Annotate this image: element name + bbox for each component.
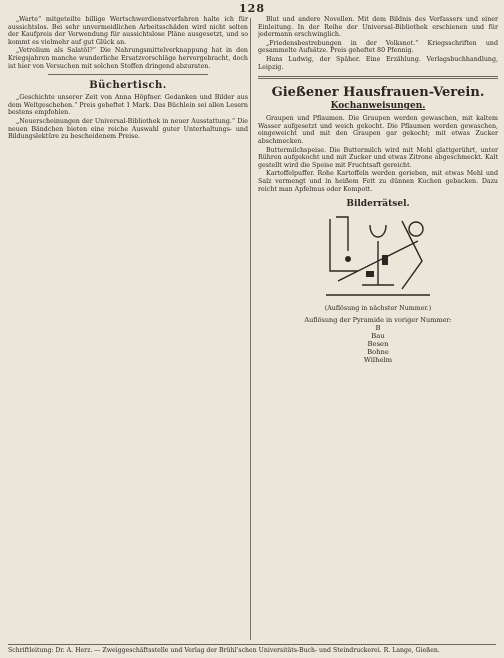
article-paragraph: „Warte“ mitgeteilte billige Wertschwerdienstverfahren halte ich für aussichtslos. Bei sehr unvermeidlichen Arbeitsschäden wird nicht selten der Kaufpreis der Verwendung für aussichtslose Pläne ausgesetzt, und so kommt es vielmehr auf gut Glück an. bbox=[8, 16, 248, 46]
section-divider bbox=[258, 76, 498, 79]
review-paragraph: „Geschichte unserer Zeit von Anna Höpfner. Gedanken und Bilder aus dem Weltgeschehen.“ Preis geheftet 1 Mark. Das Büchlein sei allen Lesern bestens empfohlen. bbox=[8, 94, 248, 117]
review-paragraph: Hans Ludwig, der Späher. Eine Erzählung. Verlagsbuchhandlung, Leipzig. bbox=[258, 55, 498, 71]
section-divider bbox=[48, 74, 208, 75]
recipe-paragraph: Buttermilchspeise. Die Buttermilch wird mit Mehl glattgerührt, unter Rühren aufgekocht und mit Zucker und etwas Zitrone abgeschmeckt. Kalt gestellt wird die Speise mit Fruchtsaft gereicht. bbox=[258, 146, 498, 169]
right-column bbox=[258, 16, 498, 641]
recipe-paragraph: Graupen und Pflaumen. Die Graupen werden gewaschen, mit kaltem Wasser aufgesetzt und weich gekocht. Die Pflaumen werden gewaschen, eingeweicht und mit den Graupen gar gekocht; mit etwas Zucker abschmecken. bbox=[258, 115, 498, 145]
imprint-footer: Schriftleitung: Dr. A. Herz. — Zweiggeschäftsstelle und Verlag der Brühl’schen Universitäts-Buch- und Steindruckerei. R. Lange, Gießen. bbox=[8, 644, 496, 654]
page-header bbox=[8, 2, 496, 16]
left-column bbox=[8, 16, 248, 641]
solution-line: Bau bbox=[371, 332, 385, 341]
solution-line: Wilhelm bbox=[363, 356, 393, 365]
review-paragraph: „Friedensbestrebungen in der Volksnot.“ Kriegsschriften und gesammelte Aufsätze. Preis geheftet 80 Pfennig. bbox=[258, 39, 498, 55]
solution-line: Bohne bbox=[367, 348, 389, 357]
review-paragraph: Blut und andere Novellen. Mit dem Bildnis des Verfassers und einer Einleitung. In der Reihe der Universal-Bibliothek erschienen und für jedermann erschwinglich. bbox=[258, 16, 498, 39]
solution-title: Auflösung der Pyramide in voriger Nummer: bbox=[304, 316, 452, 325]
recipe-paragraph: Kartoffelpuffer. Rohe Kartoffeln werden gerieben, mit etwas Mehl und Salz vermengt und in heißem Fett zu dünnen Kuchen gebacken. Dazu reicht man Apfelmus oder Kompott. bbox=[258, 170, 498, 193]
page-number: 128 bbox=[239, 2, 265, 15]
solution-line: Besen bbox=[367, 340, 389, 349]
picture-puzzle bbox=[268, 199, 488, 364]
puzzle-caption: (Auflösung in nächster Nummer.) bbox=[324, 305, 432, 313]
article-paragraph: „Vetrolium als Salatöl?“ Die Nahrungsmittelverknappung hat in den Kriegsjahren manche wunderliche Ersatzvorschläge hervorgebracht, doch ist hier von Versuchen mit solchen Stoffen dringend abzuraten. bbox=[8, 47, 248, 70]
puzzle-title: Bilderrätsel. bbox=[346, 199, 410, 210]
review-paragraph: „Neuerscheinungen der Universal-Bibliothek in neuer Ausstattung.“ Die neuen Bändchen bieten eine reiche Auswahl guter Unterhaltungs- und Bildungslektüre zu bescheidenem Preise. bbox=[8, 117, 248, 141]
column-divider bbox=[250, 18, 251, 640]
recipes-subtitle: Kochanweisungen. bbox=[330, 101, 426, 112]
solution-line: B bbox=[375, 324, 381, 333]
association-title: Gießener Hausfrauen-Verein. bbox=[271, 85, 485, 101]
section-title: Büchertisch. bbox=[89, 80, 167, 92]
puzzle-illustration bbox=[318, 211, 438, 303]
